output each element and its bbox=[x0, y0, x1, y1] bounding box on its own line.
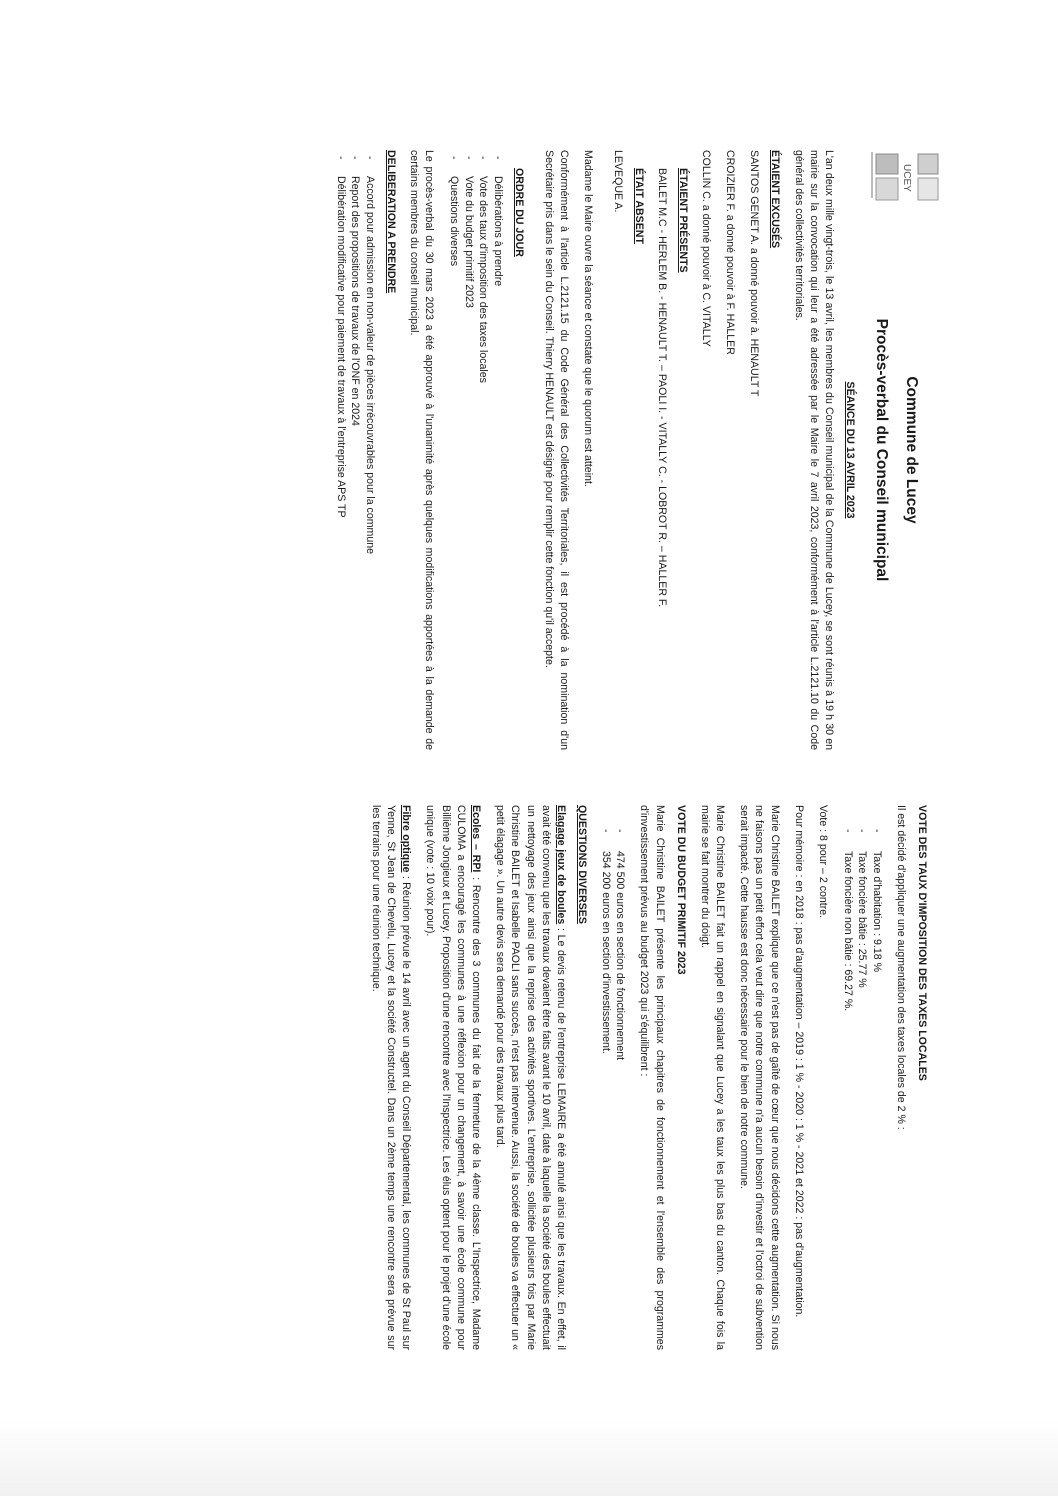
budget-heading: VOTE DU BUDGET PRIMITIF 2023 bbox=[674, 805, 687, 975]
deliberation-item: - Délibération modificative pour paiement de travaux à l'entreprise APS TP bbox=[333, 150, 348, 750]
elagage-label: Elagage jeux de boules bbox=[555, 805, 567, 925]
ecoles-text: : Rencontre des 3 communes du fait de la fermeture de la 4ème classe. L'Inspectrice, Madame CULOMA a encouragé les communes à une réflexion pour un changement, à savoir une école commune pour Billième Jongieux et Lucey. Proposition d'une rencontre avec l'Inspectrice. Les élus optent pour le projet d'une école unique (vote : 10 voix pour). bbox=[424, 805, 482, 1351]
present-list: BAILET M.C - HERLEM B. - HENAULT T. – PAOLI I. - VITALLY C. - LOBROT R. – HALLER F. bbox=[655, 168, 668, 608]
agenda-heading: ORDRE DU JOUR bbox=[512, 168, 525, 257]
deliberation-item: - Report des propositions de travaux de l'ONF en 2024 bbox=[348, 150, 363, 750]
agenda-list bbox=[446, 150, 504, 750]
taxes-list bbox=[840, 805, 884, 1350]
budget-item: - 354 200 euros en section d'investissement. bbox=[598, 805, 613, 1350]
commune-title: Commune de Lucey bbox=[903, 376, 920, 524]
logo-text: UCEY bbox=[901, 164, 912, 192]
document-title: Procès-verbal du Conseil municipal bbox=[873, 318, 890, 582]
taxes-heading: VOTE DES TAUX D'IMPOSITION DES TAXES LOCALES bbox=[916, 805, 928, 1081]
secretary-paragraph: Conformément à l'article L.2121.15 du Code Général des Collectivités Territoriales, il est procédé à la nomination d'un Secrétaire pris dans le sein du Conseil. Thierry HENAULT est désigné pour remplir cette fonction qu'il accepte. bbox=[542, 150, 571, 750]
tax-rate-item: - Taxe d'habitation : 9.18 % bbox=[869, 805, 884, 1350]
deliberation-item: - Accord pour admission en non-valeur de pièces irrécouvrables pour la commune bbox=[362, 150, 377, 750]
taxes-explanation: Marie Christine BAILET explique que ce n'est pas de gaîté de cœur que nous décidons cette augmentation. Si nous ne faisons pas un petit effort cela veut dire que notre commune n'a aucun besoin d'investir et l'octroi de subvention serait impacté. Cette hausse est donc nécessaire pour le bien de notre commune. bbox=[738, 805, 781, 1350]
budget-text: Marie Christine BAILET présente les principaux chapitres de fonctionnement et l'ensemble des programmes d'investissement prévus au budget 2023 qui s'équilibrent : bbox=[638, 805, 666, 1350]
agenda-item: - Vote du budget primitif 2023 bbox=[461, 150, 476, 750]
scan-bottom-shade bbox=[0, 1420, 1058, 1496]
excused-item: SANTOS GENET A. a donné pouvoir à. HENAULT T bbox=[748, 150, 761, 397]
agenda-item: - Vote des taux d'imposition des taxes locales bbox=[476, 150, 491, 750]
fibre-label: Fibre optique bbox=[400, 805, 413, 873]
commune-logo bbox=[868, 148, 942, 210]
question-fibre bbox=[368, 805, 414, 1350]
question-elagage bbox=[492, 805, 568, 1350]
deliberation-heading: DELIBERATION A PRENDRE bbox=[384, 150, 397, 294]
taxes-intro: Il est décidé d'appliquer une augmentation des taxes locales de 2 % : bbox=[895, 805, 907, 1130]
budget-list bbox=[598, 805, 627, 1350]
ecoles-label: Ecoles – RPI bbox=[469, 805, 482, 873]
excused-item: CROIZIER F. a donné pouvoir à F. HALLER bbox=[724, 150, 737, 355]
agenda-item: - Délibérations à prendre bbox=[490, 150, 505, 750]
elagage-text: : Le devis retenu de l'entreprise LEMAIRE a été annulé ainsi que les travaux. En effet, il avait été convenu que les travaux devaient être faits avant le 10 avril, date à laquelle la société des boules effectuait un nettoyage des jeux ainsi que la reprise des activités sportives. L'entreprise, sollicitée plusieurs fois par Marie Christine BAILET et Isabelle PAOLI sans succès, n'est pas intervenue. Aussi, la société de boules va effectuer un « petit élagage ». Un autre devis sera demandé pour des travaux plus tard. bbox=[494, 805, 567, 1350]
absent-heading: ÉTAIT ABSENT bbox=[632, 168, 645, 244]
left-column bbox=[323, 150, 920, 750]
intro-paragraph: L'an deux mille vingt-trois, le 13 avril, les membres du Conseil municipal de la Commune de Lucey, se sont réunis à 19 h 30 en mairie sur la convocation qui leur a été adressée par le Maire le 7 avril 2023, conformément à l'article L.2121.10 du Code général des collectivités territoriales. bbox=[792, 150, 835, 750]
questions-heading: QUESTIONS DIVERSES bbox=[576, 805, 588, 924]
taxes-memo: Pour mémoire : en 2018 : pas d'augmentation – 2019 : 1 % - 2020 : 1 % - 2021 et 2022 : pas d'augmentation. bbox=[792, 805, 805, 1318]
present-heading: ÉTAIENT PRÉSENTS bbox=[676, 168, 689, 273]
tax-rate-item: - Taxe foncière bâtie : 25.77 % bbox=[855, 805, 870, 1350]
tax-rate-item: - Taxe foncière non bâtie : 69.27 %. bbox=[840, 805, 855, 1350]
deliberation-list bbox=[333, 150, 377, 750]
absent-list: LEVEQUE A. bbox=[611, 150, 624, 213]
excused-item: COLLIN C. a donné pouvoir à C. VITALLY bbox=[699, 150, 712, 347]
question-ecoles bbox=[422, 805, 483, 1350]
session-date: SÉANCE DU 13 AVRIL 2023 bbox=[844, 381, 856, 519]
budget-item: - 474 500 euros en section de fonctionnement bbox=[613, 805, 628, 1350]
fibre-text: : Réunion prévue le 14 avril avec un agent du Conseil Départemental, les communes de St Paul sur Yenne, St Jean de Chevelu, Lucey et la société Constructel. Dans un 2ème temps une rencontre sera prévue sur les terrains pour une réunion technique. bbox=[369, 805, 413, 1350]
agenda-item: - Questions diverses bbox=[446, 150, 461, 750]
minutes-approval-paragraph: Le procès-verbal du 30 mars 2023 a été approuvé à l'unanimité après quelques modifications apportées à la demande de certains membres du conseil municipal. bbox=[408, 150, 436, 750]
taxes-reminder: Marie Christine BAILET fait un rappel en signalant que Lucey a les taux les plus bas du canton. Chaque fois la mairie se fait montrer du doigt. bbox=[698, 805, 726, 1350]
taxes-vote: Vote : 8 pour – 2 contre. bbox=[817, 805, 830, 919]
quorum-paragraph: Madame le Maire ouvre la séance et constate que le quorum est atteint. bbox=[582, 150, 595, 487]
excused-heading: ÉTAIENT EXCUSÉS bbox=[769, 150, 782, 249]
